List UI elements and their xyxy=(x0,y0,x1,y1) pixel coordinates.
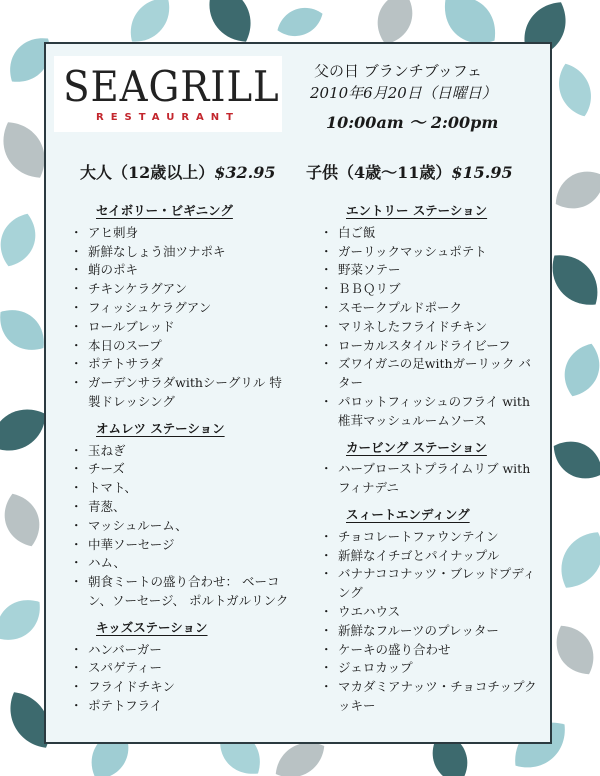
list-item: ・ パロットフィッシュのフライ with椎茸マッシュルームソース xyxy=(322,393,540,431)
section-title-carving: カービング ステーション xyxy=(346,439,487,455)
list-item: ・ スモークプルドポーク xyxy=(322,299,540,318)
list-item: ・ 中華ソーセージ xyxy=(72,536,292,555)
adult-price-amount: $32.95 xyxy=(214,163,276,182)
list-item: ・ ハンバーガー xyxy=(72,641,292,660)
list-item: ・ ロールブレッド xyxy=(72,318,292,337)
list-item: ・ マッシュルーム、 xyxy=(72,517,292,536)
list-item: ・ 朝食ミートの盛り合わせ： ベーコン、ソーセージ、 ポルトガルリンク xyxy=(72,573,292,611)
seagrill-logo xyxy=(54,56,282,132)
menu-column-right xyxy=(322,202,540,724)
section-title-savory: セイボリー・ビギニング xyxy=(96,203,233,218)
savory-list xyxy=(72,224,292,412)
list-item: ・ 玉ねぎ xyxy=(72,442,292,461)
list-item: ・ 青葱、 xyxy=(72,498,292,517)
list-item: ・ 白ご飯 xyxy=(322,224,540,243)
list-item: ・ 野菜ソテー xyxy=(322,261,540,280)
list-item: ・ ポテトサラダ xyxy=(72,355,292,374)
child-price-amount: $15.95 xyxy=(451,163,513,182)
list-item: ・ 新鮮なしょう油ツナポキ xyxy=(72,243,292,262)
list-item: ・ 新鮮なフルーツのプレッター xyxy=(322,622,540,641)
event-title: 父の日 ブランチブッフェ xyxy=(314,62,482,80)
list-item: ・ ＢＢＱリブ xyxy=(322,280,540,299)
sweet-list xyxy=(322,528,540,716)
section-title-sweet: スィートエンディング xyxy=(346,506,470,522)
list-item: ・ ローカルスタイルドライビーフ xyxy=(322,337,540,356)
list-item: ・ ズワイガニの足withガーリック バター xyxy=(322,355,540,393)
logo-name: SEAGRILL xyxy=(63,62,280,111)
list-item: ・ ガーデンサラダwithシーグリル 特製ドレッシング xyxy=(72,374,292,412)
list-item: ・ マリネしたフライドチキン xyxy=(322,318,540,337)
list-item: ・ チキンケラグアン xyxy=(72,280,292,299)
list-item: ・ 本日のスープ xyxy=(72,337,292,356)
list-item: ・ ハム、 xyxy=(72,554,292,573)
section-title-omelet: オムレツ ステーション xyxy=(96,420,225,436)
list-item: ・ ハーブローストプライムリブ withフィナデニ xyxy=(322,460,540,498)
list-item: ・ ケーキの盛り合わせ xyxy=(322,641,540,660)
list-item: ・ トマト、 xyxy=(72,479,292,498)
list-item: ・ ガーリックマッシュポテト xyxy=(322,243,540,262)
list-item: ・ ジェロカップ xyxy=(322,659,540,678)
list-item: ・ フィッシュケラグアン xyxy=(72,299,292,318)
section-title-kids: キッズステーション xyxy=(96,619,208,635)
logo-subtitle: RESTAURANT xyxy=(96,112,240,123)
list-item: ・ ポテトフライ xyxy=(72,697,292,716)
list-item: ・ 蛸のポキ xyxy=(72,261,292,280)
list-item: ・ フライドチキン xyxy=(72,678,292,697)
list-item: ・ バナナココナッツ・ブレッドプディング xyxy=(322,565,540,603)
list-item: ・ アヒ刺身 xyxy=(72,224,292,243)
menu-column-left xyxy=(72,202,292,724)
carving-list xyxy=(322,460,540,498)
list-item: ・ スパゲティー xyxy=(72,659,292,678)
section-title-entree: エントリー ステーション xyxy=(346,203,488,218)
event-date: 2010年6月20日（日曜日） xyxy=(310,84,497,102)
event-info xyxy=(298,60,534,134)
adult-price xyxy=(80,160,276,183)
child-price-label: 子供（4歳〜11歳） xyxy=(306,163,452,182)
list-item: ・ チョコレートファウンテイン xyxy=(322,528,540,547)
adult-price-label: 大人（12歳以上） xyxy=(80,163,215,182)
kids-list xyxy=(72,641,292,716)
list-item: ・ ウエハウス xyxy=(322,603,540,622)
list-item: ・ チーズ xyxy=(72,460,292,479)
list-item: ・ マカダミアナッツ・チョコチップクッキー xyxy=(322,678,540,716)
event-time: 10:00am 〜 2:00pm xyxy=(326,113,499,132)
child-price xyxy=(306,160,513,183)
list-item: ・ 新鮮なイチゴとパイナップル xyxy=(322,547,540,566)
entree-list xyxy=(322,224,540,431)
omelet-list xyxy=(72,442,292,611)
